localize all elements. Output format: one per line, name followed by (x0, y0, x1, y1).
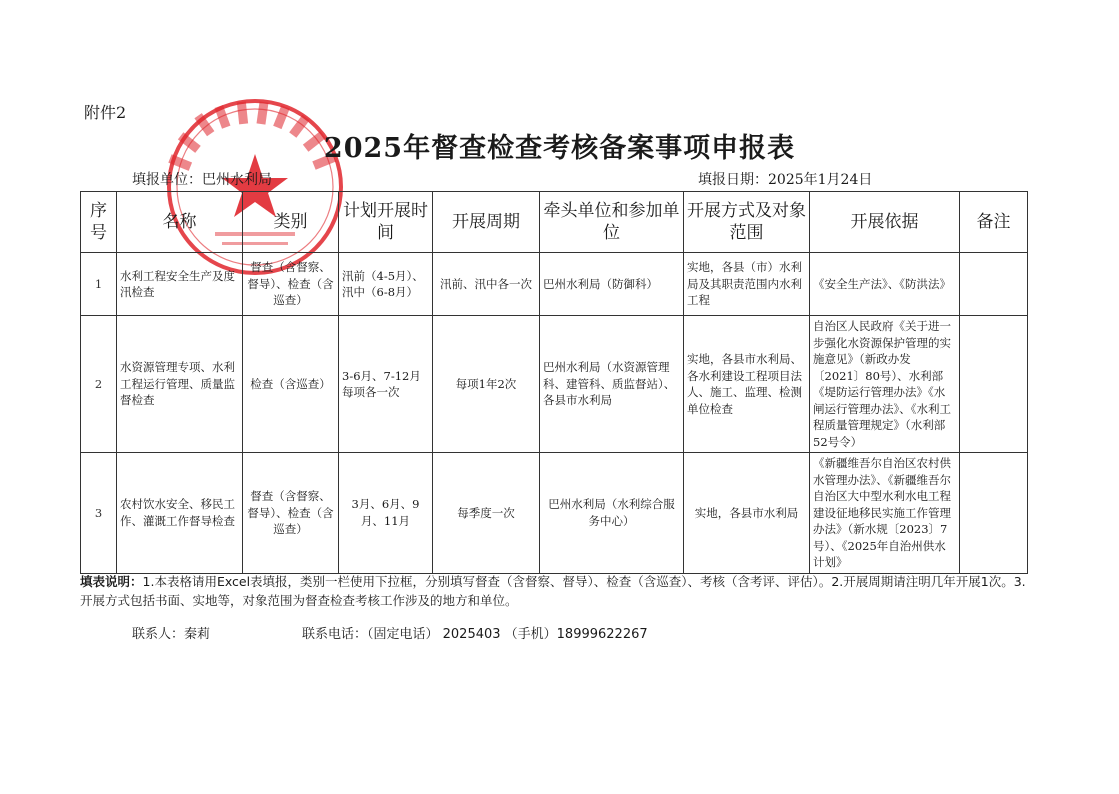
attachment-label: 附件2 (84, 103, 127, 122)
page-title: 2025年督查检查考核备案事项申报表 (323, 133, 796, 164)
table-row (81, 316, 1028, 453)
cell-basis: 自治区人民政府《关于进一步强化水资源保护管理的实施意见》（新政办发〔2021〕80号）、水利部《堤防运行管理办法》《水闸运行管理办法》、《水利工程质量管理规定》（水利部52号令） (810, 316, 960, 453)
note-2: 2.开展周期请注明几年开展1次。 (831, 574, 1014, 589)
cell-category: 检查（含巡查） (243, 316, 339, 453)
cell-index: 1 (81, 253, 117, 316)
cell-method: 实地，各县市水利局、各水利建设工程项目法人、施工、监理、检测单位检查 (684, 316, 810, 453)
cell-units: 巴州水利局（防御科） (540, 253, 684, 316)
notes-label: 填表说明： (80, 574, 143, 589)
cell-remark (960, 453, 1028, 574)
cell-basis: 《安全生产法》、《防洪法》 (810, 253, 960, 316)
table-header-row (81, 192, 1028, 253)
cell-method: 实地，各县市水利局 (684, 453, 810, 574)
cell-cycle: 汛前、汛中各一次 (433, 253, 540, 316)
filler-row (132, 169, 892, 189)
note-3: 3.开展方式包括书面、实地等，对象范围为督查检查考核工作涉及的地方和单位。 (80, 574, 1026, 608)
table-row (81, 253, 1028, 316)
col-header-name: 名称 (117, 192, 243, 253)
cell-index: 3 (81, 453, 117, 574)
contact-info (132, 623, 648, 642)
cell-units: 巴州水利局（水资源管理科、建管科、质监督站）、各县市水利局 (540, 316, 684, 453)
fill-instructions (80, 572, 1030, 610)
cell-remark (960, 253, 1028, 316)
note-1: 1.本表格请用Excel表填报，类别一栏使用下拉框，分别填写督查（含督察、督导）、检查（含巡查）、考核（含考评、评估）。 (142, 574, 832, 589)
col-header-cycle: 开展周期 (433, 192, 540, 253)
contact-person: 联系人：秦莉 (132, 627, 211, 642)
fill-date: 填报日期：2025年1月24日 (698, 172, 873, 188)
cell-remark (960, 316, 1028, 453)
cell-name: 农村饮水安全、移民工作、灌溉工作督导检查 (117, 453, 243, 574)
cell-time: 3月、6月、9月、11月 (339, 453, 433, 574)
col-header-time: 计划开展时间 (339, 192, 433, 253)
cell-category: 督查（含督察、督导）、检查（含巡查） (243, 253, 339, 316)
col-header-remark: 备注 (960, 192, 1028, 253)
cell-time: 汛前（4-5月）、汛中（6-8月） (339, 253, 433, 316)
col-header-method: 开展方式及对象范围 (684, 192, 810, 253)
col-header-category: 类别 (243, 192, 339, 253)
col-header-basis: 开展依据 (810, 192, 960, 253)
cell-index: 2 (81, 316, 117, 453)
cell-name: 水资源管理专项、水利工程运行管理、质量监督检查 (117, 316, 243, 453)
filler-unit: 填报单位：巴州水利局 (132, 172, 272, 188)
contact-phone: 联系电话：（固定电话） 2025403 （手机）18999622267 (302, 627, 648, 642)
cell-time: 3-6月、7-12月每项各一次 (339, 316, 433, 453)
cell-name: 水利工程安全生产及度汛检查 (117, 253, 243, 316)
table-row (81, 453, 1028, 574)
col-header-index: 序号 (81, 192, 117, 253)
cell-cycle: 每项1年2次 (433, 316, 540, 453)
col-header-units: 牵头单位和参加单位 (540, 192, 684, 253)
cell-category: 督查（含督察、督导）、检查（含巡查） (243, 453, 339, 574)
report-table (80, 191, 1028, 574)
cell-method: 实地，各县（市）水利局及其职责范围内水利工程 (684, 253, 810, 316)
cell-units: 巴州水利局（水利综合服务中心） (540, 453, 684, 574)
cell-basis: 《新疆维吾尔自治区农村供水管理办法》、《新疆维吾尔自治区大中型水利水电工程建设征地移民实施工作管理办法》（新水规〔2023〕7号）、《2025年自治州供水计划》 (810, 453, 960, 574)
cell-cycle: 每季度一次 (433, 453, 540, 574)
